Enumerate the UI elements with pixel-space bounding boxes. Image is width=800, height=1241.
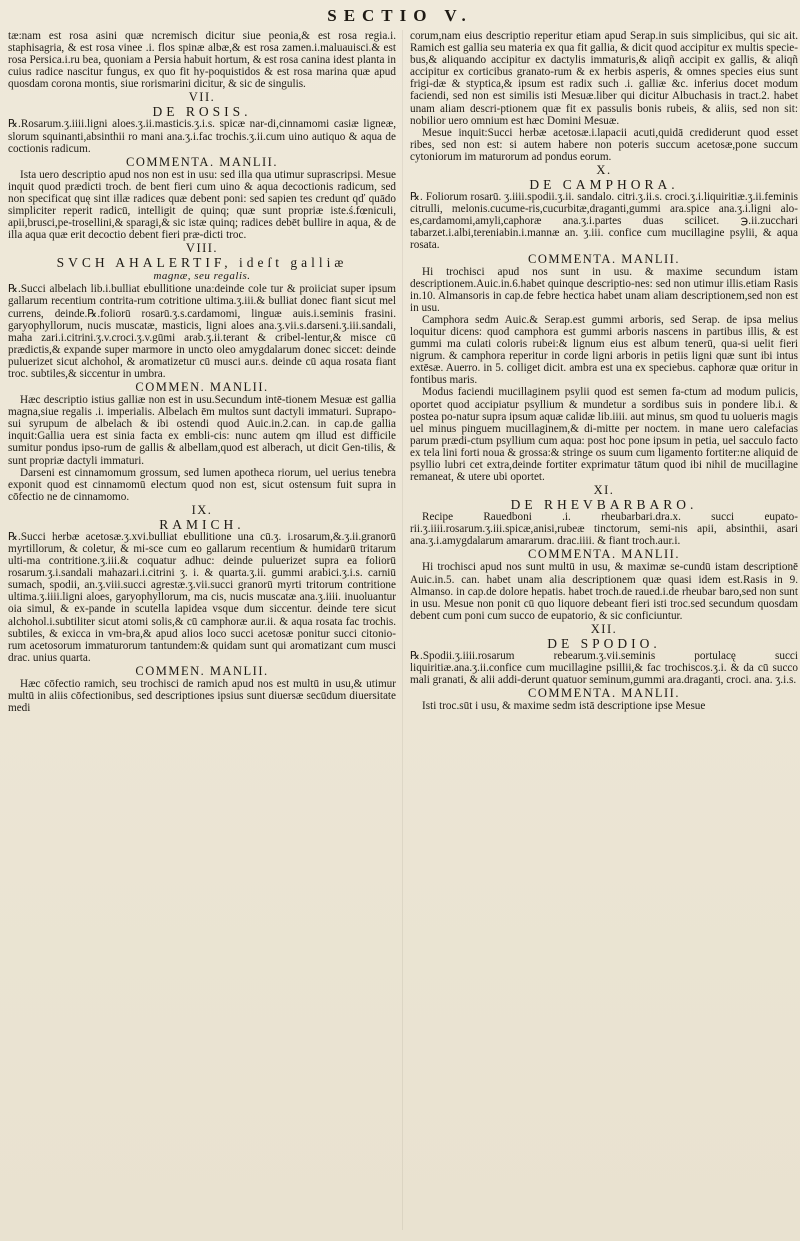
section-heading: RAMICH.: [159, 516, 245, 532]
text-paragraph: tæ:nam est rosa asini quæ ncremisch dicitur siue peonia,& est rosa regia.i. staphisagria, & est rosa vinee .i. flos spinæ albæ,& est rosa zamen.i.maluauisci.& est rosa Persica.i.ru bea, quoniam a Persia habuit hortum, & est rosa canina idest planta in cuius radice nascitur fungus, ex quo fit hy-poquistidos & est rosa marina quæ apud quosdam corona montis, siue rorismarini dicitur, & sic de singulis.: [8, 30, 396, 91]
text-paragraph: ℞.Succi herbæ acetosæ.ʒ.xvi.bulliat ebullitione una cū.ʒ. i.rosarum,&.ʒ.ii.granorū myrtillorum, & coletur, & mi-sce cum eo gallarum recentium & humidarū tritarum ulti-ma contritione.ʒ.iii.& coquatur adhuc: deinde puluerizet supra ea foliorū rosarum.ʒ.i.sandali mahazari.i.citrini ʒ. i. & quarta.ʒ.ii. gummi arabici.ʒ.i.s. carniū sumach, spodii, an.ʒ.viii.succi agrestæ.ʒ.vii.succi granorū myrti tritorum contritione ultima.ʒ.iiii.ligni aloes, garyophyllorum, ma cis, nucis muscatæ ana.ʒ.iiii. inuoluantur oia simul, & ex-pande in scutella lapidea vsque dum siccentur. deinde tere sicut alchohol.i.subtiliter sicut atomi solis,& cū camphoræ aur.ii. & aqua rosata fac trochis. subtiles, & exicca in vm-bra,& apud alios loco succi acetosæ ponitur succi citonio-rum acetosorum immaturorum tantundem:& quidam sunt qui aromatizant cum musci drac. unius quarta.: [8, 530, 396, 664]
section-heading: DE SPODIO.: [547, 635, 661, 651]
section-heading: COMMENTA. MANLII.: [126, 154, 278, 169]
section-heading: DE CAMPHORA.: [529, 177, 679, 193]
text-paragraph: Hæc cōfectio ramich, seu trochisci de ramich apud nos est multū in usu,& utimur multū in aliis cōfectionibus, sed descriptiones ipsius sunt diuersæ secūdum diuersitate medi: [8, 677, 396, 715]
section-heading: COMMENTA. MANLII.: [528, 686, 680, 701]
text-paragraph: Hi trochisci apud nos sunt multū in usu, & maximæ se-cundū istam descriptionē Auic.in.5. can. habet unam alia descriptionem quæ quasi idem est.Rasis in 9. Almanso. in cap.de dolore hepatis. habet troch.de raued.i.de rheubar baro,sed non sunt in usu. Mesue non ponit cū quo liquore debeant fieri isti troc.sed secundum quosdam debent cum poni cum succo de eupatorio, & sic conficiuntur.: [410, 561, 798, 622]
section-heading: magnæ, seu regalis.: [153, 270, 251, 283]
column-gutter: [402, 30, 403, 1230]
section-heading: COMMENTA. MANLII.: [528, 251, 680, 266]
section-heading: COMMEN. MANLII.: [135, 380, 269, 395]
text-paragraph: Modus faciendi mucillaginem psylii quod est semen fa-ctum ad modum pulicis, oportet quod accipiatur psyllium & mundetur a sordibus suis in pondere lib.i. & postea po-natur supra ipsum aquæ calidæ lib.iiii. aut minus, sm quod tu uolueris magis uel minus pinguem mucillaginem,& di-mitte per noctem. in mane uero calefacias parum prædi-ctum psyllium cum aqua: post hoc pone ipsum in petia, uel sacculo facto ex tela lini forti noua & grossa:& stringe os suum cum ligamento fortiter:ne aliquid de psyllio lubri cet extra,deinde fortiter exprimatur tātum quod ibi nihil de mucillagine remaneat, & utere ubi oportet.: [410, 386, 798, 484]
right-column: [410, 30, 798, 1235]
section-heading: IX.: [191, 502, 213, 517]
text-paragraph: Camphora sedm Auic.& Serap.est gummi arboris, sed Serap. de ipsa melius loquitur dicens: quod camphora est gummi arboris nascens in partibus illis, & est gummi ma culati coloris rubei:& lignum eius est album tenerū, qua-si uelit fieri nigrum. & camphora reperitur in corde ligni arboris in petiis ligni quæ sunt ibi intus extēsæ. Auerro. in 5. colliget dicit. ambra est una ex speciebus. caphoræ quæ oritur in fontibus maris.: [410, 313, 798, 387]
text-paragraph: ℞.Succi albelach lib.i.bulliat ebullitione una:deinde cole tur & proiiciat super ipsum gallarum recentium contrita-rum cotritione ultima.ʒ.iii.& bulliat donec fiant sicut mel currens, deinde.℞.foliorū rosarū.ʒ.s.cardamomi, linguæ auis.i.seminis frasini. garyophyllorum, nucis muscatæ, masticis, ligni aloes ana.ʒ.vii.s.darseni.ʒ.iii.sandali, maha zari.i.citrini.ʒ.v.croci.ʒ.v.gūmi arab.ʒ.ii.terant & cribel-lentur,& misce cū prædictis,& expande super marmore in uncto oleo amygdalarum donec siccet: deinde puluerizet sicut alchohol, & aromatizetur cū musci aur.s. deinde cū aqua rosata fiant troc. subtiles,& siccentur in umbra.: [8, 283, 396, 380]
section-heading: DE ROSIS.: [152, 104, 252, 120]
section-heading: XII.: [590, 621, 618, 636]
text-paragraph: Darseni est cinnamomum grossum, sed lumen apotheca riorum, uel uerius tenebra exponit quod est cinnamomū electum quod non est, sicut ostensum fuit supra in cōfectio ne de cinnamomo.: [8, 466, 396, 503]
section-heading: VII.: [188, 90, 216, 105]
text-paragraph: Recipe Rauedboni .i. rheubarbari.dra.x. succi eupato-rii.ʒ.iiii.rosarum.ʒ.iii.spicæ,anisi,rubeæ tinctorum, semi-nis apii, absinthii, asari ana.ʒ.i.amygdalarum amararum. drac.iiii. & fiant troch.aur.i.: [410, 511, 798, 548]
running-header: SECTIO V.: [327, 6, 473, 25]
section-heading: XI.: [593, 483, 615, 498]
left-column: [8, 30, 396, 1235]
text-paragraph: Hæc descriptio istius galliæ non est in usu.Secundum intē-tionem Mesuæ est gallia magna,siue regalis .i. imperialis. Albelach ēm multos sunt dactyli immaturi. Suprapo-sui syrupum de albelach & ibi ostendi quod Auic.in.2.can. in cap.de gallia inquit:Gallia uera est sinia facta ex embli-cis: nunc autem qm illud est difficile sumitur pondus ipso-rum de gallis & albellam,quod est alberach, ut dicit Gen-tilis, & sunt propriæ dactyli immaturi.: [8, 394, 396, 467]
text-paragraph: Isti troc.sūt i usu, & maxime sedm istā descriptione ipse Mesue: [422, 700, 706, 713]
text-paragraph: corum,nam eius descriptio reperitur etiam apud Serap.in suis simplicibus, qui sic ait. Ramich est gallia seu materia ex qua fit gallia, & dicit quod accipitur ex multis specie-bus,& aliquando accipitur ex dactylis immaturis,& aliqñ accipit ex gallis, & aliqñ accipitur ex corticibus granato-rum & ex herbis asperis, & omnes species eius sunt frigi-dæ & styptica,& ipsum est radix such .i. galliæ &c. inferius docet modum faciendi, sed non est similis isti Mesuæ.liber qui dicitur Albuchasis in tract.2. habet unam aliam descri-ptionem quæ fit ex passulis bonis rubeis, & aliis, sed non sit: nobilior uero omnium est hæc Domini Mesuæ.: [410, 30, 798, 127]
text-paragraph: ℞. Foliorum rosarū. ʒ.iiii.spodii.ʒ.ii. sandalo. citri.ʒ.ii.s. croci.ʒ.i.liquiritiæ.ʒ.ii.feminis citrulli, melonis.cucume-ris,cucurbitæ,draganti,gummi ara.spice ana.ʒ.i.ligni alo-es,cardamomi,amyli,caphoræ ana.ʒ.i.partes duas scilicet. ℈.ii.zucchari tabarzet.i.albi,tereniabin.i.mannæ an. ʒ.iii. confice cum mucillagine psylii, & aqua rosata.: [410, 191, 798, 252]
text-paragraph: ℞.Rosarum.ʒ.iiii.ligni aloes.ʒ.ii.masticis.ʒ.i.s. spicæ nar-di,cinnamomi casiæ ligneæ, slorum squinanti,absinthii ro mani ana.ʒ.i.fac trochis.ʒ.ii.cum uino autiquo & aqua de coctionis radicum.: [8, 118, 396, 155]
text-paragraph: ℞.Spodii.ʒ.iiii.rosarum rebearum.ʒ.vii.seminis portulacę succi liquiritiæ.ana.ʒ.ii.confice cum mucillagine psillii,& fac trochiscos.ʒ.i. & da cū succo mali granati, & alii addi-derunt quatuor seminum,gummi ara.draganti, croci. ana. ʒ.i.s.: [410, 649, 798, 687]
section-heading: DE RHEVBARBARO.: [510, 497, 698, 513]
text-paragraph: Mesue inquit:Succi herbæ acetosæ.i.lapacii acuti,quidā crediderunt quod esset ribes, sed non est: si autem habere non poteris succum acetosæ,pone succum cytoniorum im maturorum ad pondus eorum.: [410, 126, 798, 163]
section-heading: COMMEN. MANLII.: [135, 663, 269, 678]
text-paragraph: Ista uero descriptio apud nos non est in usu: sed illa qua utimur suprascripsi. Mesue inquit quod prædicti troch. de bent fieri cum uino & aqua decoctionis radicum, sed non specificat quę sint illæ radices quæ debent poni: sed sapien tes credunt qď quādo simpliciter reperit radicū, intelligit de quinq; quæ sunt propriæ iste.ś.fœniculi, apii,brusci,pe-trosellini,& sparagi,& sic istæ quinq; radices debēt bullire in aqua, & de illa aqua quæ erit decoctio debent fieri præ-dicti troc.: [8, 168, 396, 242]
section-heading: X.: [596, 163, 612, 178]
section-heading: VIII.: [185, 241, 219, 256]
section-heading: COMMENTA. MANLII.: [528, 547, 680, 562]
section-heading: SVCH AHALERTIF, ideſt galliæ: [56, 255, 348, 271]
text-paragraph: Hi trochisci apud nos sunt in usu. & maxime secundum istam descriptionem.Auic.in.6.habet quinque descriptio-nes: sed non utimur illis.etiam Rasis in.10. Almansoris in cap.de febre hectica habet unam aliam descriptionem,sed non est in usu.: [410, 265, 798, 314]
